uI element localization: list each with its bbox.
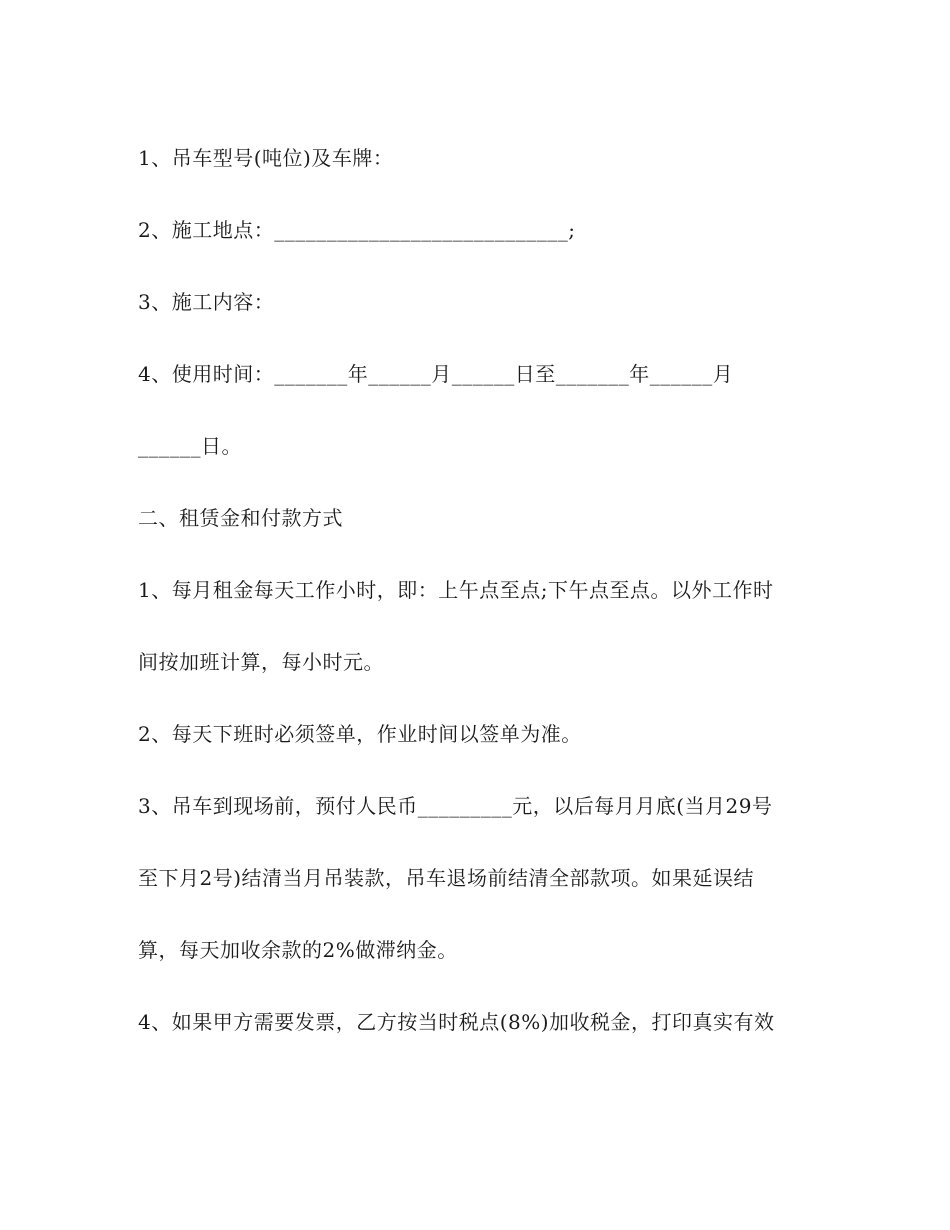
clause-usage-period-end: ______日。 (138, 434, 242, 458)
clause-invoice: 4、如果甲方需要发票，乙方按当时税点(8%)加收税金，打印真实有效 (138, 1010, 775, 1034)
clause-late-fee: 算，每天加收余款的2%做滞纳金。 (138, 938, 458, 962)
clause-site-location: 2、施工地点：____________________________; (138, 218, 576, 242)
clause-monthly-rent: 1、每月租金每天工作小时，即：上午点至点;下午点至点。以外工作时 (138, 578, 774, 602)
clause-prepayment: 3、吊车到现场前，预付人民币_________元，以后每月月底(当月29号 (138, 794, 773, 818)
clause-daily-sign-off: 2、每天下班时必须签单，作业时间以签单为准。 (138, 722, 582, 746)
clause-work-content: 3、施工内容： (138, 290, 275, 314)
clause-monthly-rent-cont: 间按加班计算，每小时元。 (138, 650, 384, 674)
clause-crane-model: 1、吊车型号(吨位)及车牌： (138, 146, 394, 170)
section-heading-rent-payment: 二、租赁金和付款方式 (138, 506, 343, 530)
clause-prepayment-cont: 至下月2号)结清当月吊装款，吊车退场前结清全部款项。如果延误结 (138, 866, 755, 890)
clause-usage-period: 4、使用时间：_______年______月______日至_______年______月 (138, 362, 734, 386)
